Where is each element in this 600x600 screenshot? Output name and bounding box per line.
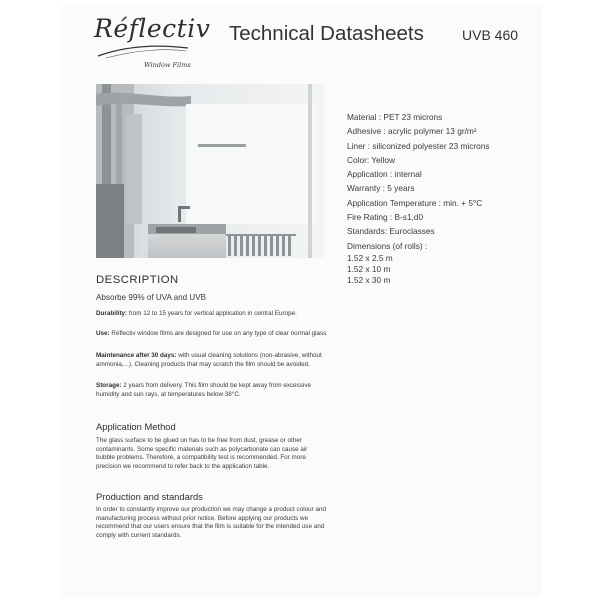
product-code: UVB 460 — [462, 27, 519, 43]
storage-paragraph — [96, 382, 328, 399]
durability-label: Durability: — [96, 310, 128, 317]
storage-text: 2 years from delivery. This film should be kept away from excessive humidity and sun rays, at temperatures below 38°C. — [96, 382, 311, 398]
spec-color: Color: Yellow — [347, 154, 395, 165]
logo-wordmark: Réflectiv — [94, 14, 211, 43]
logo-swoosh-icon — [96, 42, 190, 60]
document-title: Technical Datasheets — [229, 22, 424, 45]
spec-standards: Standards: Euroclasses — [347, 226, 435, 237]
absorbe-line: Absorbe 99% of UVA and UVB — [96, 293, 207, 302]
spec-adhesive: Adhesive : acrylic polymer 13 gr/m² — [347, 126, 477, 137]
use-label: Use: — [96, 330, 110, 337]
logo-subtitle: Window Films — [144, 61, 191, 69]
spec-application: Application : internal — [347, 169, 422, 180]
spec-fire-rating: Fire Rating : B-s1,d0 — [347, 212, 424, 223]
spec-material: Material : PET 23 microns — [347, 112, 443, 122]
spec-warranty: Warranty : 5 years — [347, 183, 415, 194]
spec-dimensions-label: Dimensions (of rolls) : — [347, 240, 428, 251]
maintenance-paragraph — [96, 352, 328, 369]
use-text: Réflectiv window films are designed for use on any type of clear normal glass — [109, 330, 327, 337]
application-method-heading: Application Method — [96, 421, 176, 432]
spec-liner: Liner : siliconized polyester 23 microns — [347, 140, 490, 151]
production-heading: Production and standards — [96, 491, 203, 502]
spec-application-temperature: Application Temperature : min. + 5°C — [347, 197, 483, 208]
reflectiv-logo — [94, 14, 211, 70]
spec-dimension-item: 1.52 x 2.5 m — [347, 252, 393, 263]
use-paragraph — [96, 330, 328, 339]
maintenance-text: with usual cleaning solutions (non-abrasive, without ammonia,...). Cleaning products that may scratch the film should be avoided. — [96, 352, 322, 368]
description-heading: DESCRIPTION — [96, 274, 179, 286]
kitchen-photo-icon — [96, 84, 324, 258]
durability-paragraph — [96, 310, 328, 319]
spec-list — [347, 110, 537, 286]
kitchen-room-photo — [96, 84, 324, 258]
spec-dimension-item: 1.52 x 30 m — [347, 274, 391, 285]
production-text: In order to constantly improve our production we may change a product colour and manufacturing process without prior notice. Before applying our products we recommend that our users ensure that the film is suitable for the intended use and comply with current standards. — [96, 506, 326, 539]
spec-dimension-item: 1.52 x 10 m — [347, 263, 391, 274]
maintenance-label: Maintenance after 30 days: — [96, 352, 177, 359]
storage-label: Storage: — [96, 382, 122, 389]
application-method-text: The glass surface to be glued on has to be free from dust, grease or other contaminants. Some specific materials such as polycarbonate can cause air bubble problems. Therefore, a compatibility test is recommended. For more precision we recommend to refer back to the application table. — [96, 437, 308, 470]
durability-text: from 12 to 15 years for vertical application in central Europe. — [127, 310, 297, 317]
